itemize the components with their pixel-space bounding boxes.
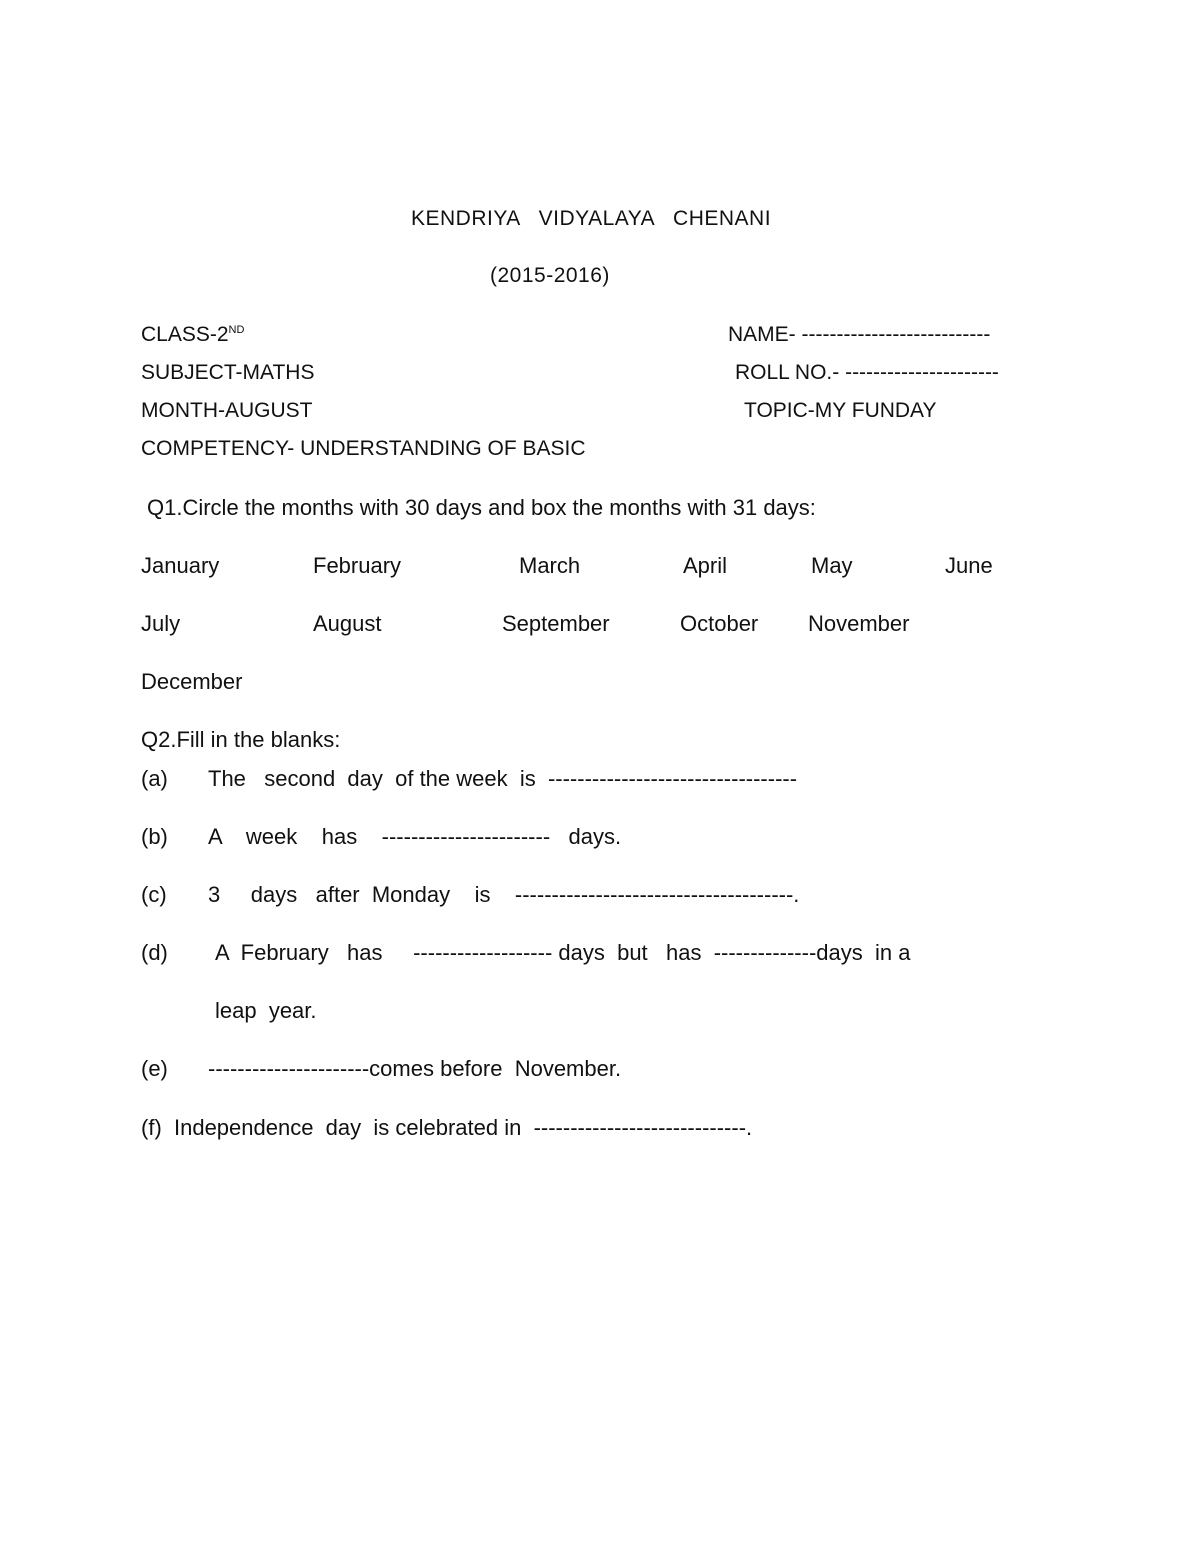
subject-info: SUBJECT-MATHS [141,361,315,384]
roll-no-field: ROLL NO.- ---------------------- [735,361,999,384]
session-year: (2015-2016) [490,264,610,287]
month-november: November [808,611,910,636]
q2-d-label: (d) [141,940,168,965]
month-may: May [811,553,853,578]
month-march: March [519,553,581,578]
month-september: September [502,611,610,636]
q2-e-text: ----------------------comes before November. [208,1056,622,1081]
q2-c-label: (c) [141,882,167,907]
q2-b-text: A week has ----------------------- days. [208,824,622,849]
class-superscript: ND [228,324,245,336]
month-january: January [141,553,220,578]
q1-heading: Q1.Circle the months with 30 days and box the months with 31 days: [147,495,816,520]
month-july: July [141,611,181,636]
q2-a-text: The second day of the week is ---------------------------------- [208,766,798,791]
q2-d-continuation: leap year. [215,998,317,1023]
q2-e-label: (e) [141,1056,168,1081]
q2-c-text: 3 days after Monday is --------------------------------------. [208,882,800,907]
q2-heading: Q2.Fill in the blanks: [141,727,341,752]
month-december: December [141,669,243,694]
month-info: MONTH-AUGUST [141,399,313,422]
class-label: CLASS-2 [141,323,229,346]
name-field: NAME- --------------------------- [728,323,991,346]
month-february: February [313,553,402,578]
competency-info: COMPETENCY- UNDERSTANDING OF BASIC [141,437,586,460]
q2-d-text: A February has ------------------- days but has --------------days in a [215,940,911,965]
topic-info: TOPIC-MY FUNDAY [744,399,937,422]
month-april: April [683,553,728,578]
month-august: August [313,611,382,636]
class-info [141,324,244,345]
q2-f-text: (f) Independence day is celebrated in -----------------------------. [141,1115,753,1140]
month-june: June [945,553,993,578]
school-name: KENDRIYA VIDYALAYA CHENANI [411,207,772,230]
q2-a-label: (a) [141,766,168,791]
month-october: October [680,611,759,636]
q2-b-label: (b) [141,824,168,849]
